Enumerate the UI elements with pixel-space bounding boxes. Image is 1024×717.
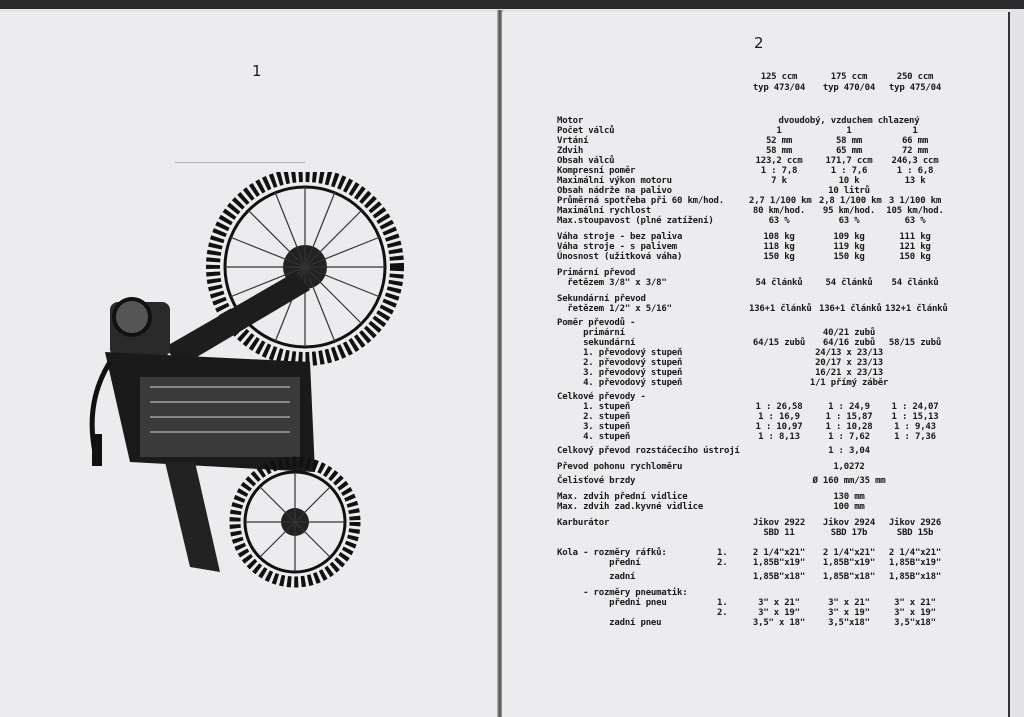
spec-value: 72 mm	[901, 146, 929, 156]
spec-value-shared: 130 mm	[833, 492, 865, 502]
spec-value: 63 %	[838, 216, 860, 226]
spec-label: Čelisťové brzdy	[557, 476, 636, 486]
spec-value: 1 : 24,9	[828, 402, 870, 412]
spec-label: Váha stroje - bez paliva	[557, 232, 683, 242]
spec-value: 121 kg	[899, 242, 931, 252]
spec-value-shared: dvoudobý, vzduchem chlazený	[778, 116, 920, 126]
spec-value: 1 : 9,43	[894, 422, 936, 432]
spec-value-shared: 10 litrů	[828, 186, 870, 196]
spec-value: 3,5"x18"	[828, 618, 870, 628]
spec-value: 64/15 zubů	[752, 338, 806, 348]
spec-value: 1 : 10,97	[755, 422, 803, 432]
spec-value: 1,85B"x18"	[888, 572, 942, 582]
spec-label: Max.stoupavost (plné zatížení)	[557, 216, 714, 226]
rear-wheel-drawing	[213, 175, 397, 359]
spec-value: SBD 17b	[830, 528, 868, 538]
spec-value: 150 kg	[833, 252, 865, 262]
column-type: typ 470/04	[822, 83, 876, 93]
spec-value: 1 : 6,8	[896, 166, 934, 176]
spec-value: 58 mm	[765, 146, 793, 156]
spec-value: 171,7 ccm	[825, 156, 873, 166]
spec-label: Maximální výkon motoru	[557, 176, 672, 186]
spec-label: Počet válců	[557, 126, 615, 136]
spec-value: 3" x 19"	[828, 608, 870, 618]
spec-value: SBD 15b	[896, 528, 934, 538]
spec-index: 2.	[717, 558, 728, 568]
spec-label: Max. zdvih zad.kyvné vidlice	[557, 502, 704, 512]
spec-label: 2. stupeň	[557, 412, 631, 422]
spec-value: 1	[776, 126, 782, 136]
spec-value: 1 : 7,8	[760, 166, 798, 176]
column-volume: 125 ccm	[760, 72, 798, 82]
spec-index: 2.	[717, 608, 728, 618]
spec-label: 2. převodový stupeň	[557, 358, 683, 368]
column-type: typ 475/04	[888, 83, 942, 93]
spec-value: 1 : 8,13	[758, 432, 800, 442]
column-volume: 175 ccm	[830, 72, 868, 82]
spec-value: 1,85B"x19"	[752, 558, 806, 568]
spec-label: přední	[557, 558, 641, 568]
spec-value-shared: 100 mm	[833, 502, 865, 512]
spec-value: 3,5" x 18"	[752, 618, 806, 628]
spec-value: 105 km/hod.	[886, 206, 944, 216]
spec-value-shared: 1/1 přímý záběr	[809, 378, 889, 388]
motorcycle-illustration	[70, 172, 410, 602]
spec-label: zadní	[557, 572, 636, 582]
spec-label: 3. převodový stupeň	[557, 368, 683, 378]
right-page	[502, 12, 1010, 717]
spec-label: 1. stupeň	[557, 402, 631, 412]
left-page	[0, 12, 498, 717]
spec-value: 123,2 ccm	[755, 156, 803, 166]
spec-value: 1	[912, 126, 918, 136]
spec-label: řetězem 3/8" x 3/8"	[557, 278, 667, 288]
scan-edge-shadow	[0, 0, 1024, 9]
spec-value: 136+1 článků	[819, 304, 882, 314]
spec-value: 64/16 zubů	[822, 338, 876, 348]
spec-value: 136+1 článků	[749, 304, 812, 314]
spec-value: 1,85B"x19"	[888, 558, 942, 568]
pencil-mark	[175, 162, 305, 163]
spec-value: 80 km/hod.	[752, 206, 806, 216]
spec-label: přední pneu	[557, 598, 667, 608]
spec-label: Primární převod	[557, 268, 636, 278]
spec-value: 2 1/4"x21"	[888, 548, 942, 558]
spec-value: 13 k	[904, 176, 926, 186]
spec-value: 3" x 21"	[758, 598, 800, 608]
spec-label: řetězem 1/2" x 5/16"	[557, 304, 672, 314]
spec-label: 3. stupeň	[557, 422, 631, 432]
spec-label: Obsah válců	[557, 156, 615, 166]
spec-value: 1	[846, 126, 852, 136]
spec-value: 3,5"x18"	[894, 618, 936, 628]
spec-value: 3 1/100 km	[888, 196, 942, 206]
spec-value: 1 : 26,58	[755, 402, 803, 412]
spec-value: 109 kg	[833, 232, 865, 242]
spec-value: 1 : 7,36	[894, 432, 936, 442]
spec-value: 2 1/4"x21"	[822, 548, 876, 558]
spec-value: 1 : 24,07	[891, 402, 939, 412]
spec-label: Obsah nádrže na palivo	[557, 186, 672, 196]
spec-label: Maximální rychlost	[557, 206, 651, 216]
spec-value: 58 mm	[835, 136, 863, 146]
spec-value: 108 kg	[763, 232, 795, 242]
spec-value: 95 km/hod.	[822, 206, 876, 216]
spec-value-shared: 16/21 x 23/13	[815, 368, 883, 378]
spec-value: 1,85B"x19"	[822, 558, 876, 568]
spec-value: SBD 11	[763, 528, 795, 538]
spec-label: Převod pohonu rychloměru	[557, 462, 683, 472]
spec-label: Kola - rozměry ráfků:	[557, 548, 667, 558]
spec-index: 1.	[717, 548, 728, 558]
spec-value: 1 : 16,9	[758, 412, 800, 422]
spec-label: Průměrná spotřeba při 60 km/hod.	[557, 196, 724, 206]
spec-value: 119 kg	[833, 242, 865, 252]
spec-value: 63 %	[904, 216, 926, 226]
spec-value: 66 mm	[901, 136, 929, 146]
spec-label: 1. převodový stupeň	[557, 348, 683, 358]
spec-label: Celkový převod rozstáčecího ústrojí	[557, 446, 740, 456]
spec-value: 1 : 7,62	[828, 432, 870, 442]
spec-value: 2,7 1/100 km	[749, 196, 812, 206]
spec-label: Poměr převodů -	[557, 318, 636, 328]
column-type: typ 473/04	[752, 83, 806, 93]
spec-value-shared: 1,0272	[833, 462, 865, 472]
spec-value: Jikov 2924	[822, 518, 876, 528]
spec-label: - rozměry pneumatik:	[557, 588, 688, 598]
front-wheel-drawing	[235, 462, 355, 582]
spec-label: Max. zdvih přední vidlice	[557, 492, 688, 502]
spec-label: Váha stroje - s palivem	[557, 242, 678, 252]
spec-value: 1 : 10,28	[825, 422, 873, 432]
spec-label: Sekundární převod	[557, 294, 646, 304]
spec-value: 52 mm	[765, 136, 793, 146]
spec-value: 2,8 1/100 km	[819, 196, 882, 206]
spec-value: 1 : 7,6	[830, 166, 868, 176]
spec-value: 3" x 19"	[758, 608, 800, 618]
spec-value: 7 k	[771, 176, 787, 186]
spec-value: 246,3 ccm	[891, 156, 939, 166]
spec-value: 111 kg	[899, 232, 931, 242]
page-number: 2	[754, 34, 764, 52]
spec-value: 3" x 21"	[828, 598, 870, 608]
spec-label: Zdvih	[557, 146, 584, 156]
spec-value: 118 kg	[763, 242, 795, 252]
frame-drawing	[92, 272, 315, 572]
spec-value: 54 článků	[755, 278, 803, 288]
spec-value-shared: 20/17 x 23/13	[815, 358, 883, 368]
spec-value: 3" x 19"	[894, 608, 936, 618]
spec-value: 1 : 15,87	[825, 412, 873, 422]
spec-label: Kompresní poměr	[557, 166, 636, 176]
spec-value: 150 kg	[899, 252, 931, 262]
spec-label: Vrtání	[557, 136, 589, 146]
spec-value: 65 mm	[835, 146, 863, 156]
spec-value: 1 : 15,13	[891, 412, 939, 422]
spec-value-shared: 24/13 x 23/13	[815, 348, 883, 358]
spec-value: 1,85B"x18"	[752, 572, 806, 582]
spec-label: 4. stupeň	[557, 432, 631, 442]
spec-value: 150 kg	[763, 252, 795, 262]
spec-label: Karburátor	[557, 518, 610, 528]
spec-value: 58/15 zubů	[888, 338, 942, 348]
spec-label: Celkové převody -	[557, 392, 646, 402]
spec-value: Jikov 2922	[752, 518, 806, 528]
spec-label: zadní pneu	[557, 618, 662, 628]
spec-value: 54 článků	[891, 278, 939, 288]
column-volume: 250 ccm	[896, 72, 934, 82]
spec-index: 1.	[717, 598, 728, 608]
spec-value: Jikov 2926	[888, 518, 942, 528]
spec-value-shared: 1 : 3,04	[828, 446, 870, 456]
page-number: 1	[252, 62, 262, 80]
spec-value: 10 k	[838, 176, 860, 186]
spec-label: Motor	[557, 116, 584, 126]
spec-value-shared: Ø 160 mm/35 mm	[812, 476, 886, 486]
spec-value: 54 článků	[825, 278, 873, 288]
spec-value: 2 1/4"x21"	[752, 548, 806, 558]
spec-value: 132+1 článků	[885, 304, 948, 314]
spec-value: 1,85B"x18"	[822, 572, 876, 582]
spec-label: sekundární	[557, 338, 636, 348]
spec-label: primární	[557, 328, 625, 338]
spec-label: Únosnost (užitková váha)	[557, 252, 683, 262]
spec-value: 63 %	[768, 216, 790, 226]
spec-value-shared: 40/21 zubů	[822, 328, 876, 338]
spec-value: 3" x 21"	[894, 598, 936, 608]
spec-label: 4. převodový stupeň	[557, 378, 683, 388]
